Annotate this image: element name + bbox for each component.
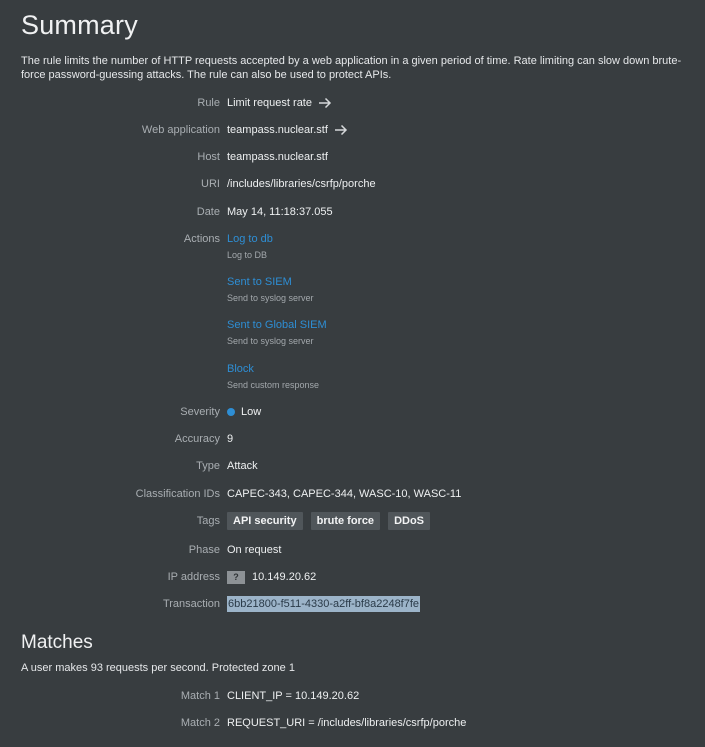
rule-value-link[interactable] [227,95,332,111]
transaction-row [0,596,705,612]
severity-dot-icon [227,408,235,416]
tag-chip[interactable]: DDoS [388,512,430,530]
match-row [0,688,705,704]
rule-value: Limit request rate [227,97,312,109]
host-value: teampass.nuclear.stf [227,151,328,163]
ip-address-label: IP address [167,571,220,583]
severity-value: Low [241,406,262,418]
summary-description: The rule limits the number of HTTP requests accepted by a web application in a given period of time. Rate limiting can slow down brute-force password-guessing attacks. The rule can also be used to protect APIs. [21,55,682,81]
arrow-right-icon[interactable] [318,96,332,110]
web-application-value-link[interactable] [227,122,348,138]
tags-row [0,513,705,529]
arrow-right-icon[interactable] [334,123,348,137]
type-label: Type [196,460,220,472]
action-link-sent-to-siem[interactable]: Sent to SIEM [227,276,292,288]
ip-address-row [0,569,705,585]
rule-row [0,95,705,111]
date-row [0,204,705,220]
severity-row [0,404,705,420]
phase-label: Phase [188,544,220,556]
action-subtitle: Send to syslog server [227,293,314,303]
tags-label: Tags [196,515,220,527]
actions-label: Actions [183,233,220,245]
classification-label: Classification IDs [135,488,220,500]
matches-description: A user makes 93 requests per second. Protected zone 1 [21,662,295,674]
uri-value: /includes/libraries/csrfp/porche [227,178,376,190]
severity-label: Severity [180,406,220,418]
host-row [0,149,705,165]
summary-heading: Summary [21,10,138,40]
action-link-log-to-db[interactable]: Log to db [227,233,273,245]
tags-list [227,512,438,530]
transaction-label: Transaction [162,598,220,610]
action-link-block[interactable]: Block [227,363,254,375]
date-label: Date [196,206,220,218]
rule-label: Rule [197,97,220,109]
unknown-country-icon: ? [227,571,245,584]
action-link-sent-to-global-siem[interactable]: Sent to Global SIEM [227,319,327,331]
actions-row [0,231,705,247]
match-value: CLIENT_IP = 10.149.20.62 [227,690,360,702]
type-row [0,458,705,474]
classification-value: CAPEC-343, CAPEC-344, WASC-10, WASC-11 [227,488,462,500]
classification-row [0,486,705,502]
match-value: REQUEST_URI = /includes/libraries/csrfp/porche [227,717,467,729]
action-item [227,232,273,262]
accuracy-row [0,431,705,447]
uri-label: URI [201,178,220,190]
accuracy-value: 9 [227,433,234,445]
ip-address-value-group [227,569,316,585]
phase-row [0,542,705,558]
web-application-label: Web application [141,124,220,136]
transaction-value-wrap[interactable] [227,596,420,612]
action-subtitle: Send to syslog server [227,336,314,346]
action-subtitle: Send custom response [227,380,320,390]
type-value: Attack [227,460,258,472]
match-label: Match 2 [180,717,220,729]
action-subtitle: Log to DB [227,250,268,260]
phase-value: On request [227,544,282,556]
action-item [227,275,314,305]
action-item [227,318,327,348]
accuracy-label: Accuracy [174,433,220,445]
tag-chip[interactable]: brute force [311,512,380,530]
transaction-id-value[interactable]: 6bb21800-f511-4330-a2ff-bf8a2248f7fe [228,598,420,610]
web-application-row [0,122,705,138]
matches-heading: Matches [21,632,93,653]
action-item [227,362,319,392]
date-value: May 14, 11:18:37.055 [227,206,333,218]
match-row [0,715,705,731]
web-application-value: teampass.nuclear.stf [227,124,328,136]
severity-value-group [227,404,261,420]
match-label: Match 1 [180,690,220,702]
host-label: Host [197,151,220,163]
uri-row [0,176,705,192]
tag-chip[interactable]: API security [227,512,303,530]
ip-address-value: 10.149.20.62 [252,571,317,583]
